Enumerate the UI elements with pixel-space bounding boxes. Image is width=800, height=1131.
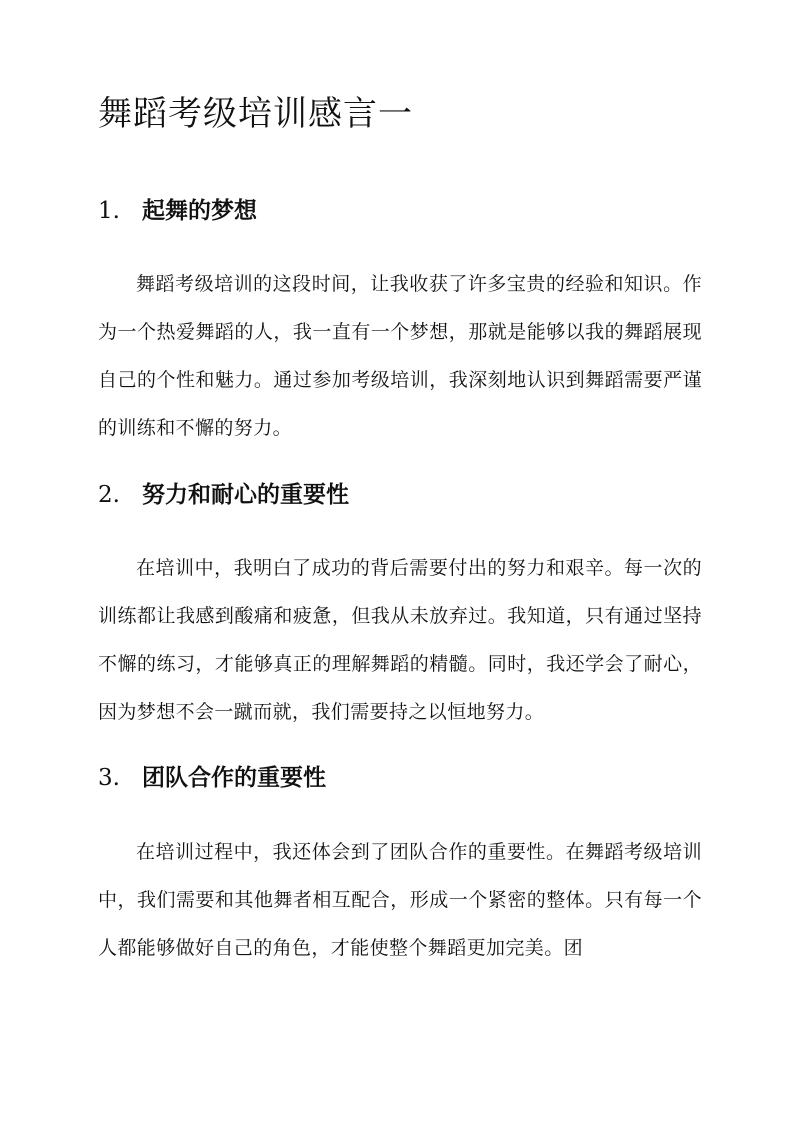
section-number: 2. — [98, 482, 120, 508]
section-number: 3. — [98, 765, 120, 791]
section-heading-text: 努力和耐心的重要性 — [142, 481, 349, 508]
section-heading — [98, 763, 326, 793]
section-paragraph: 舞蹈考级培训的这段时间，让我收获了许多宝贵的经验和知识。作为一个热爱舞蹈的人，我一直有一个梦想，那就是能够以我的舞蹈展现自己的个性和魅力。通过参加考级培训，我深刻地认识到舞蹈需要严谨的训练和不懈的努力。 — [98, 273, 702, 439]
section-heading — [98, 196, 257, 226]
section-number: 1. — [98, 198, 120, 224]
section-paragraph: 在培训中，我明白了成功的背后需要付出的努力和艰辛。每一次的训练都让我感到酸痛和疲惫，但我从未放弃过。我知道，只有通过坚持不懈的练习，才能够真正的理解舞蹈的精髓。同时，我还学会了耐心，因为梦想不会一蹴而就，我们需要持之以恒地努力。 — [98, 557, 702, 723]
section-heading — [98, 480, 349, 510]
document-title: 舞蹈考级培训感言一 — [98, 94, 413, 134]
section-heading-text: 团队合作的重要性 — [142, 764, 326, 791]
section-heading-text: 起舞的梦想 — [142, 197, 257, 224]
section-paragraph: 在培训过程中，我还体会到了团队合作的重要性。在舞蹈考级培训中，我们需要和其他舞者相互配合，形成一个紧密的整体。只有每一个人都能够做好自己的角色，才能使整个舞蹈更加完美。团 — [98, 841, 702, 959]
